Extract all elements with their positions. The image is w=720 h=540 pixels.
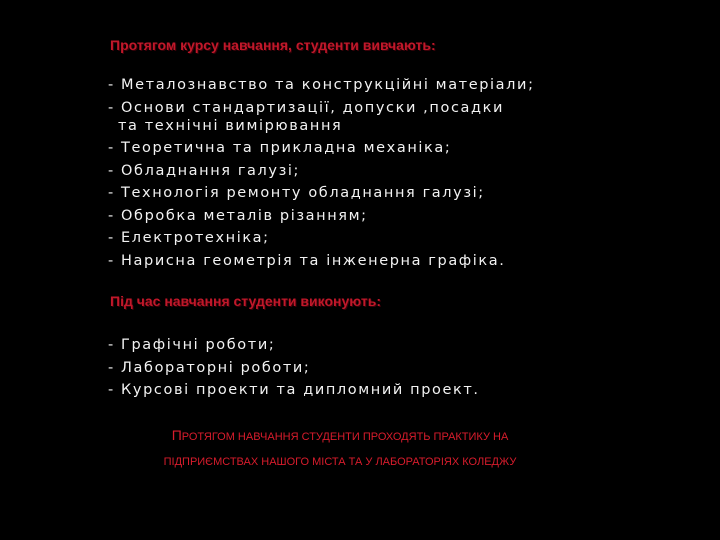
course-item-continuation: та технічні вимірювання [118,118,343,134]
work-item: - Лабораторні роботи; [108,359,311,376]
practice-note-line-1-rest: РОТЯГОМ НАВЧАННЯ СТУДЕНТИ ПРОХОДЯТЬ ПРАКТИКУ НА [181,431,509,443]
course-item: - Металознавство та конструкційні матеріали; [108,77,535,93]
courses-list [108,74,535,272]
works-heading: Під час навчання студенти виконують: [110,293,381,309]
course-item: - Теоретична та прикладна механіка; [108,140,452,156]
practice-note [110,423,570,475]
course-item: - Основи стандартизації, допуски ,посадки [108,99,505,116]
work-item: - Курсові проекти та дипломний проект. [108,382,480,398]
practice-note-line-2: ПІДПРИЄМСТВАХ НАШОГО МІСТА ТА У ЛАБОРАТОРІЯХ КОЛЕДЖУ [163,456,517,468]
courses-heading: Протягом курсу навчання, студенти вивчають: [110,37,436,53]
course-item: - Нарисна геометрія та інженерна графіка. [108,252,506,269]
works-list [108,334,480,402]
course-item: - Технологія ремонту обладнання галузі; [108,185,485,201]
course-item: - Обладнання галузі; [108,162,301,179]
practice-note-first-letter: П [171,427,182,443]
work-item: - Графічні роботи; [108,337,276,353]
course-item: - Електротехніка; [108,230,270,246]
course-item: - Обробка металів різанням; [108,207,368,224]
practice-note-line-1 [110,423,570,450]
